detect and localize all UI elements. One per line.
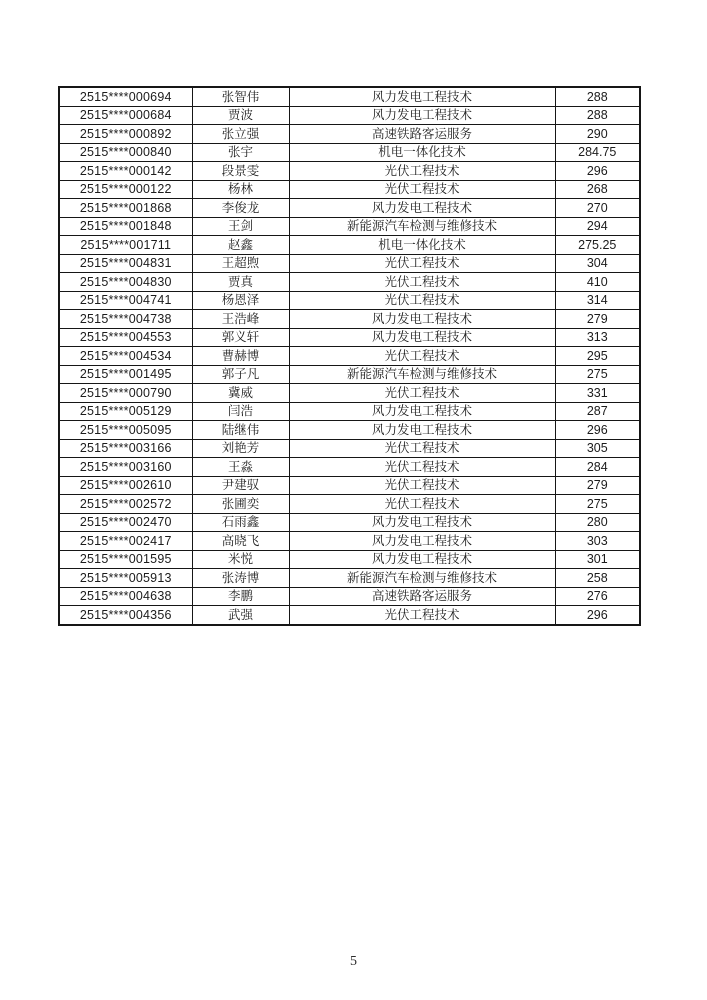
cell-major: 光伏工程技术: [289, 273, 555, 292]
cell-major: 风力发电工程技术: [289, 421, 555, 440]
table-row: [59, 273, 640, 292]
cell-candidate-id: 2515****004741: [59, 291, 192, 310]
cell-score: 410: [555, 273, 640, 292]
table-row: [59, 143, 640, 162]
cell-major: 风力发电工程技术: [289, 402, 555, 421]
cell-major: 机电一体化技术: [289, 236, 555, 255]
table-row: [59, 606, 640, 625]
cell-major: 机电一体化技术: [289, 143, 555, 162]
cell-score: 303: [555, 532, 640, 551]
cell-candidate-id: 2515****001595: [59, 550, 192, 569]
table-row: [59, 291, 640, 310]
table-row: [59, 513, 640, 532]
cell-candidate-id: 2515****000142: [59, 162, 192, 181]
cell-score: 295: [555, 347, 640, 366]
table-row: [59, 328, 640, 347]
cell-major: 风力发电工程技术: [289, 328, 555, 347]
cell-candidate-id: 2515****004738: [59, 310, 192, 329]
cell-candidate-id: 2515****000684: [59, 106, 192, 125]
cell-major: 光伏工程技术: [289, 458, 555, 477]
cell-candidate-id: 2515****001848: [59, 217, 192, 236]
cell-candidate-id: 2515****004534: [59, 347, 192, 366]
table-row: [59, 476, 640, 495]
cell-candidate-id: 2515****002572: [59, 495, 192, 514]
cell-major: 光伏工程技术: [289, 347, 555, 366]
cell-candidate-id: 2515****000122: [59, 180, 192, 199]
cell-candidate-name: 贾真: [192, 273, 289, 292]
cell-candidate-id: 2515****001495: [59, 365, 192, 384]
table-row: [59, 550, 640, 569]
cell-candidate-name: 闫浩: [192, 402, 289, 421]
cell-candidate-name: 王剑: [192, 217, 289, 236]
cell-score: 275: [555, 365, 640, 384]
table-row: [59, 106, 640, 125]
cell-candidate-name: 王淼: [192, 458, 289, 477]
cell-score: 284: [555, 458, 640, 477]
cell-candidate-name: 冀威: [192, 384, 289, 403]
cell-candidate-name: 武强: [192, 606, 289, 625]
cell-candidate-id: 2515****001868: [59, 199, 192, 218]
cell-score: 288: [555, 87, 640, 106]
cell-candidate-name: 米悦: [192, 550, 289, 569]
cell-candidate-name: 石雨鑫: [192, 513, 289, 532]
cell-major: 光伏工程技术: [289, 254, 555, 273]
cell-candidate-name: 杨林: [192, 180, 289, 199]
table-row: [59, 402, 640, 421]
cell-candidate-name: 贾波: [192, 106, 289, 125]
cell-score: 314: [555, 291, 640, 310]
cell-score: 331: [555, 384, 640, 403]
cell-score: 258: [555, 569, 640, 588]
cell-score: 275: [555, 495, 640, 514]
cell-candidate-name: 高晓飞: [192, 532, 289, 551]
cell-major: 光伏工程技术: [289, 384, 555, 403]
cell-major: 风力发电工程技术: [289, 106, 555, 125]
table-row: [59, 421, 640, 440]
cell-candidate-id: 2515****001711: [59, 236, 192, 255]
cell-score: 305: [555, 439, 640, 458]
cell-score: 296: [555, 421, 640, 440]
cell-candidate-id: 2515****000892: [59, 125, 192, 144]
cell-score: 290: [555, 125, 640, 144]
cell-candidate-name: 李鹏: [192, 587, 289, 606]
cell-major: 新能源汽车检测与维修技术: [289, 365, 555, 384]
cell-major: 风力发电工程技术: [289, 87, 555, 106]
cell-candidate-name: 郭子凡: [192, 365, 289, 384]
cell-candidate-name: 张立强: [192, 125, 289, 144]
cell-major: 风力发电工程技术: [289, 532, 555, 551]
table-row: [59, 384, 640, 403]
table-row: [59, 199, 640, 218]
table-row: [59, 217, 640, 236]
cell-score: 301: [555, 550, 640, 569]
cell-candidate-id: 2515****004356: [59, 606, 192, 625]
cell-candidate-id: 2515****005913: [59, 569, 192, 588]
cell-candidate-name: 张智伟: [192, 87, 289, 106]
cell-score: 296: [555, 162, 640, 181]
score-table-body: [59, 87, 640, 625]
cell-candidate-name: 尹建驭: [192, 476, 289, 495]
cell-major: 光伏工程技术: [289, 439, 555, 458]
cell-score: 276: [555, 587, 640, 606]
cell-candidate-id: 2515****004831: [59, 254, 192, 273]
cell-candidate-id: 2515****000694: [59, 87, 192, 106]
cell-candidate-name: 曹赫博: [192, 347, 289, 366]
cell-major: 光伏工程技术: [289, 291, 555, 310]
cell-score: 288: [555, 106, 640, 125]
cell-score: 280: [555, 513, 640, 532]
table-row: [59, 125, 640, 144]
cell-major: 高速铁路客运服务: [289, 587, 555, 606]
cell-candidate-id: 2515****002610: [59, 476, 192, 495]
cell-candidate-name: 刘艳芳: [192, 439, 289, 458]
table-row: [59, 254, 640, 273]
cell-score: 287: [555, 402, 640, 421]
cell-score: 270: [555, 199, 640, 218]
cell-major: 风力发电工程技术: [289, 550, 555, 569]
cell-score: 304: [555, 254, 640, 273]
cell-candidate-id: 2515****003166: [59, 439, 192, 458]
cell-major: 新能源汽车检测与维修技术: [289, 217, 555, 236]
cell-candidate-id: 2515****003160: [59, 458, 192, 477]
cell-score: 294: [555, 217, 640, 236]
cell-score: 296: [555, 606, 640, 625]
cell-major: 新能源汽车检测与维修技术: [289, 569, 555, 588]
cell-candidate-id: 2515****005129: [59, 402, 192, 421]
cell-major: 光伏工程技术: [289, 180, 555, 199]
cell-candidate-name: 杨恩泽: [192, 291, 289, 310]
cell-candidate-name: 段景雯: [192, 162, 289, 181]
cell-candidate-name: 张圃奕: [192, 495, 289, 514]
cell-major: 高速铁路客运服务: [289, 125, 555, 144]
cell-candidate-id: 2515****004638: [59, 587, 192, 606]
cell-score: 279: [555, 310, 640, 329]
cell-candidate-id: 2515****005095: [59, 421, 192, 440]
cell-score: 268: [555, 180, 640, 199]
cell-candidate-name: 张涛博: [192, 569, 289, 588]
cell-candidate-id: 2515****002470: [59, 513, 192, 532]
table-row: [59, 439, 640, 458]
table-row: [59, 365, 640, 384]
cell-score: 279: [555, 476, 640, 495]
cell-candidate-name: 郭义轩: [192, 328, 289, 347]
table-row: [59, 162, 640, 181]
table-row: [59, 347, 640, 366]
table-row: [59, 180, 640, 199]
score-table: [58, 86, 641, 626]
cell-major: 光伏工程技术: [289, 476, 555, 495]
cell-candidate-name: 李俊龙: [192, 199, 289, 218]
cell-score: 313: [555, 328, 640, 347]
table-row: [59, 495, 640, 514]
cell-major: 风力发电工程技术: [289, 310, 555, 329]
table-row: [59, 87, 640, 106]
cell-candidate-id: 2515****002417: [59, 532, 192, 551]
table-row: [59, 587, 640, 606]
cell-candidate-id: 2515****004830: [59, 273, 192, 292]
cell-score: 275.25: [555, 236, 640, 255]
cell-major: 风力发电工程技术: [289, 513, 555, 532]
cell-candidate-name: 王超煦: [192, 254, 289, 273]
cell-candidate-name: 陆继伟: [192, 421, 289, 440]
cell-score: 284.75: [555, 143, 640, 162]
cell-major: 光伏工程技术: [289, 162, 555, 181]
cell-major: 光伏工程技术: [289, 495, 555, 514]
cell-major: 风力发电工程技术: [289, 199, 555, 218]
cell-candidate-name: 赵鑫: [192, 236, 289, 255]
cell-candidate-name: 王浩峰: [192, 310, 289, 329]
cell-candidate-id: 2515****000790: [59, 384, 192, 403]
table-row: [59, 310, 640, 329]
cell-candidate-name: 张宇: [192, 143, 289, 162]
cell-major: 光伏工程技术: [289, 606, 555, 625]
table-row: [59, 532, 640, 551]
table-row: [59, 569, 640, 588]
cell-candidate-id: 2515****004553: [59, 328, 192, 347]
cell-candidate-id: 2515****000840: [59, 143, 192, 162]
page-number: 5: [350, 954, 357, 969]
table-row: [59, 236, 640, 255]
table-row: [59, 458, 640, 477]
